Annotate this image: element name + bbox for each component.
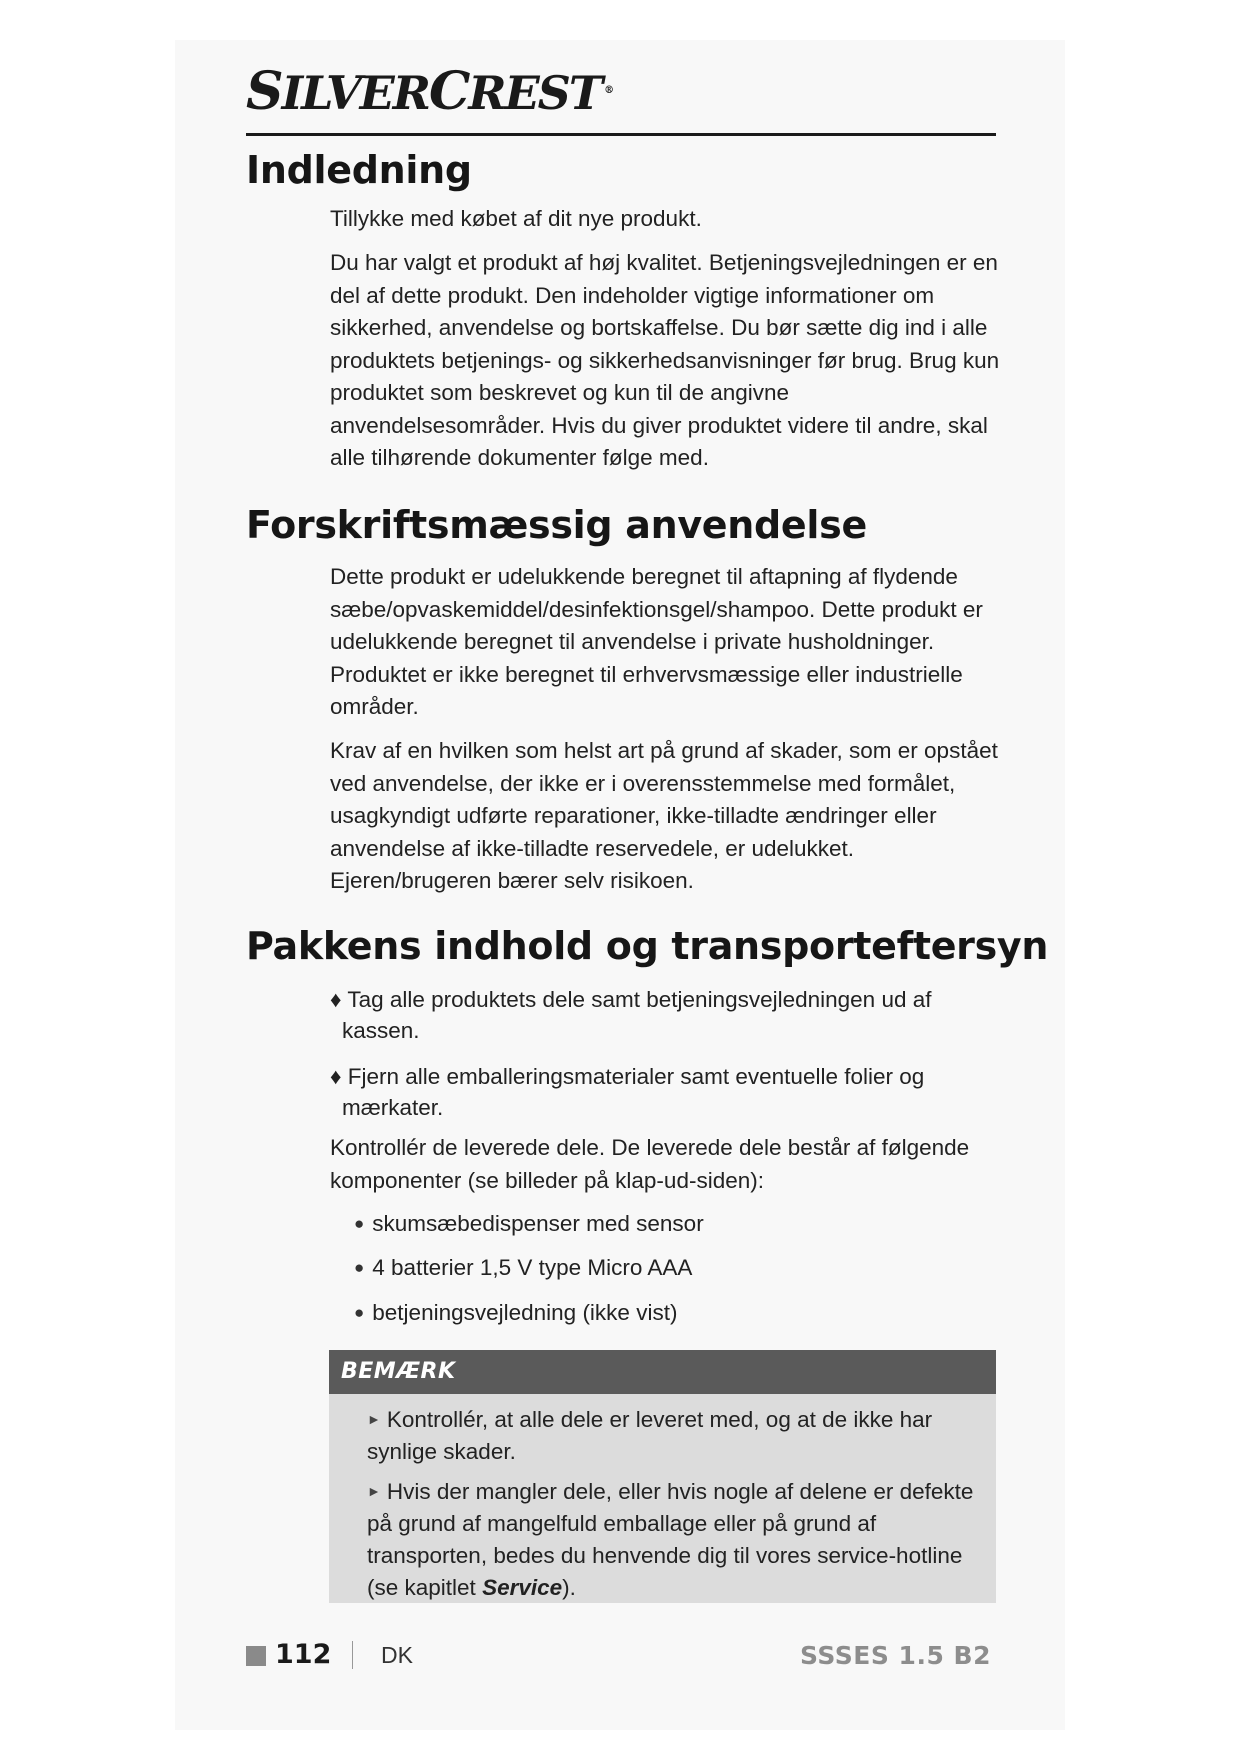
note-item-2-end: ). (562, 1575, 576, 1600)
note-box (329, 1350, 996, 1603)
package-bullet-2 (330, 1061, 970, 1123)
brand-logo: SILVERCREST ® (246, 61, 613, 122)
heading-intended-use: Forskriftsmæssig anvendelse (246, 503, 867, 547)
heading-package: Pakkens indhold og transporteftersyn (246, 924, 1049, 968)
intro-paragraph-2: Du har valgt et produkt af høj kvalitet. Betjeningsvejledningen er en del af dette produkt. Den indeholder vigtige informationer om sikkerhed, anvendelse og bortskaffelse. Du bør sætte dig ind i alle produktets betjenings- og sikkerhedsanvisninger før brug. Brug kun produktet som beskrevet og kun til de angivne anvendelsesområder. Hvis du giver produktet videre til andre, skal alle tilhørende dokumenter følge med. (330, 250, 1000, 470)
note-item-2-text: Hvis der mangler dele, eller hvis nogle af delene er defekte på grund af mangelfuld emballage eller på grund af transporten, bedes du henvende dig til vores service-hotline (se kapitlet (367, 1479, 974, 1600)
bullet-1-line-1: Tag alle produktets dele samt betjeningsvejledningen ud af (347, 987, 932, 1012)
diamond-icon: ♦ (330, 987, 342, 1012)
service-chapter-ref: Service (482, 1575, 563, 1600)
heading-intro: Indledning (246, 148, 472, 192)
note-item-1-text: Kontrollér, at alle dele er leveret med, og at de ikke har synlige skader. (367, 1407, 933, 1464)
arrow-right-icon: ► (367, 1411, 381, 1427)
bullet-2-line-1: Fjern alle emballeringsmaterialer samt eventuelle folier og (347, 1064, 925, 1089)
model-number: SSSES 1.5 B2 (800, 1641, 991, 1670)
header-rule (246, 133, 996, 136)
component-item: ● betjeningsvejledning (ikke vist) (354, 1297, 677, 1328)
component-item: ● 4 batterier 1,5 V type Micro AAA (354, 1252, 692, 1283)
component-item: ● skumsæbedispenser med sensor (354, 1208, 704, 1239)
bullet-2-line-2: mærkater. (342, 1095, 444, 1120)
language-code: DK (381, 1642, 413, 1668)
page-number: 112 (275, 1639, 332, 1670)
package-bullet-1 (330, 984, 970, 1046)
note-item-2 (367, 1475, 992, 1604)
note-item-1 (367, 1403, 992, 1468)
intended-use-paragraph-1: Dette produkt er udelukkende beregnet til aftapning af flydende sæbe/opvaskemiddel/desinfektionsgel/shampoo. Dette produkt er udelukkende beregnet til anvendelse i private husholdninger. Produktet er ikke beregnet til erhvervsmæssige eller industrielle områder. (330, 564, 983, 719)
intended-use-paragraph-2: Krav af en hvilken som helst art på grund af skader, som er opstået ved anvendelse, der ikke er i overensstemmelse med formålet, usagkyndigt udførte reparationer, ikke-tilladte ændringer eller anvendelse af ikke-tilladte reservedele, er udelukket. Ejeren/brugeren bærer selv risikoen. (330, 738, 998, 893)
diamond-icon: ♦ (330, 1064, 342, 1089)
footer-divider (352, 1641, 353, 1669)
arrow-right-icon: ► (367, 1483, 381, 1499)
bullet-1-line-2: kassen. (342, 1018, 420, 1043)
intro-paragraph-1: Tillykke med købet af dit nye produkt. (330, 206, 702, 231)
note-heading: BEMÆRK (329, 1350, 996, 1394)
package-check-text: Kontrollér de leverede dele. De leverede dele består af følgende komponenter (se billeder på klap-ud-siden): (330, 1135, 970, 1193)
footer-square-icon (246, 1646, 266, 1666)
